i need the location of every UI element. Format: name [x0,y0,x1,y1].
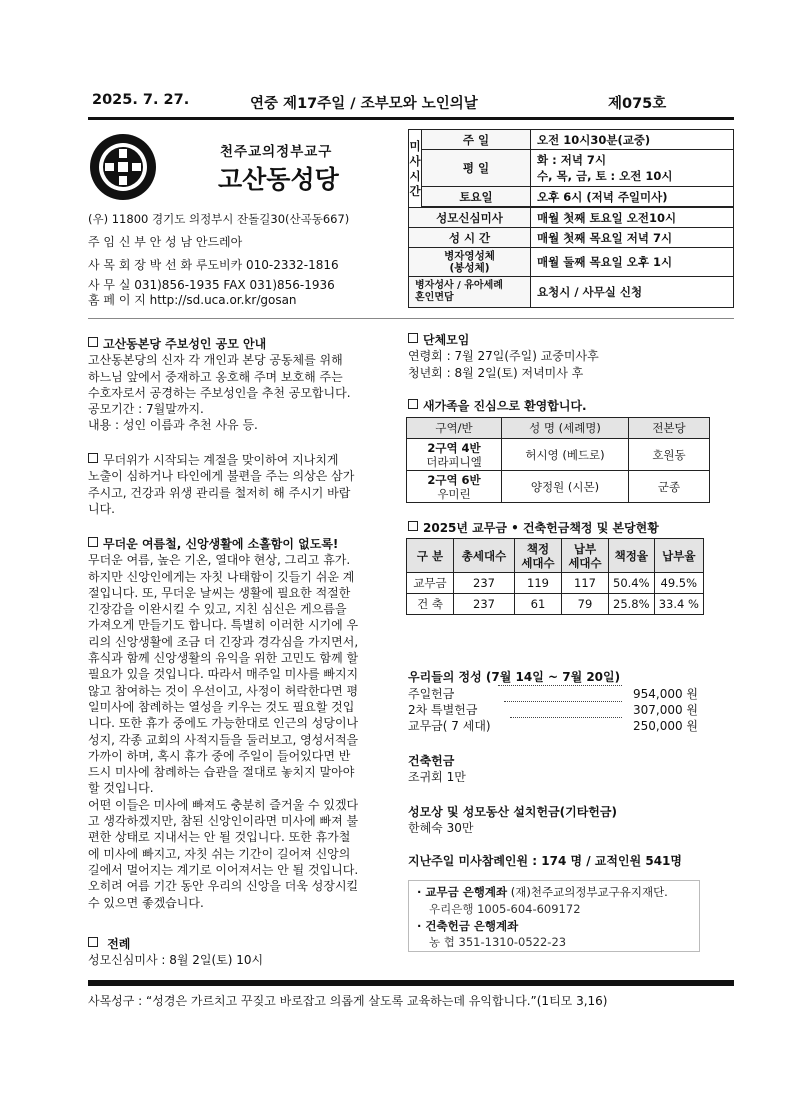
extra-label-marian: 성모신심미사 [409,208,531,228]
summer-line: 가까이 하며, 혹시 휴가 중에 주일이 들어있다면 반 [88,748,351,763]
mass-value-saturday: 오후 6시 (저녁 주일미사) [531,187,734,207]
fund-head: 총세대수 [454,539,515,573]
summer-line: 필요가 있을 것입니다. 따라서 매주일 미사를 빠지지 [88,667,359,682]
bank2-title: · 건축헌금 은행계좌 [417,919,519,933]
dress-line: 노출이 심하거나 타인에게 불편을 주는 의상은 삼가 [88,469,355,484]
office-phone: 사 무 실 031)856-1935 FAX 031)856-1936 [88,278,335,292]
mass-value-sunday: 오전 10시30분(교중) [531,130,734,150]
summer-line: 길에서 멀어지는 계기로 이어져서는 안 될 것입니다. [88,862,359,877]
summer-line: 긴장감을 이완시킬 수 있고, 지친 심신은 게으름을 [88,602,347,617]
attendance: 지난주일 미사참례인원 : 174 명 / 교적인원 541명 [408,854,682,868]
building-fund-title: 건축헌금 [408,754,455,768]
parish-name: 고산동성당 [218,165,339,194]
fund-cell: 25.8% [609,594,655,615]
summer-line: 편한 상태로 지내서는 안 될 것입니다. 또한 휴가철 [88,830,351,845]
checkbox-square-icon [408,521,418,531]
fund-head: 납부 세대수 [562,539,609,573]
summer-line: 어떤 이들은 미사에 빠져도 충분히 즐거울 수 있겠다 [88,797,359,812]
dress-line: 주시고, 건강과 위생 관리를 철저히 해 주시기 바랍 [88,485,351,500]
statue-fund-line: 한혜숙 30만 [408,821,474,835]
diocese-name: 천주교의정부교구 [220,144,333,160]
parish-address: (우) 11800 경기도 의정부시 잔돌길30(산곡동667) [88,212,350,226]
parish-logo [88,132,158,202]
welcome-head: 전본당 [629,418,710,439]
bank2-account: 농 협 351-1310-0522-23 [429,935,567,949]
summer-faith-section [88,536,388,911]
group-line: 연령회 : 7월 27일(주일) 교중미사후 [408,349,599,364]
fund-cell: 61 [515,594,562,615]
fund-cell: 237 [454,594,515,615]
fund-title: 2025년 교무금 • 건축헌금책정 및 본당현황 [408,520,728,536]
summer-line: 니다. 또한 휴가 중에도 가능한대로 인근의 성당이나 [88,716,359,731]
patron-line: 내용 : 성인 이름과 추천 사유 등. [88,418,258,433]
dress-line: 무더위가 시작되는 계절을 맞이하여 지나치게 [88,452,388,468]
groups-section [408,332,728,381]
summer-line: 성지, 각종 교회의 사적지들을 둘러보고, 영성서적을 [88,732,359,747]
extra-value-sacraments: 요청시 / 사무실 신청 [531,277,734,308]
offering-row: 교무금( 7 세대) 250,000 원 [408,719,698,733]
summer-line: 드시 미사에 참례하는 습관을 절대로 놓치지 말아야 [88,765,355,780]
welcome-head: 성 명 (세례명) [502,418,629,439]
fund-cell: 79 [562,594,609,615]
fund-cell: 119 [515,573,562,594]
fund-cell: 건 축 [407,594,454,615]
fund-cell: 237 [454,573,515,594]
fund-head: 책정율 [609,539,655,573]
liturgy-title: 전례 [88,936,388,952]
welcome-name: 양정원 (시몬) [502,471,629,503]
bulletin-date: 2025. 7. 27. [92,92,190,108]
homepage: 홈 페 이 지 http://sd.uca.or.kr/gosan [88,293,297,307]
bank1-account: 우리은행 1005-604-609172 [429,902,581,916]
welcome-prev: 군종 [629,471,710,503]
bulletin-title: 연중 제17주일 / 조부모와 노인의날 [250,96,478,112]
patron-line: 공모기간 : 7월말까지. [88,402,204,417]
patron-line: 하느님 앞에서 중재하고 옹호해 주며 보호해 주는 [88,369,343,384]
summer-line: 하지만 신앙인에게는 자칫 나태함이 깃들기 쉬운 계 [88,569,355,584]
welcome-head: 구역/반 [407,418,502,439]
mass-value-weekday: 화 : 저녁 7시 수, 목, 금, 토 : 오전 10시 [531,150,734,187]
fund-head: 구 분 [407,539,454,573]
fund-cell: 50.4% [609,573,655,594]
bank-accounts-box [408,880,700,952]
summer-line: 에 미사에 빠지고, 자칫 쉬는 기간이 길어져 신앙의 [88,846,351,861]
mass-label-weekday: 평 일 [422,150,531,187]
summer-line: 절입니다. 또, 무더운 날씨는 생활에 필요한 적절한 [88,585,351,600]
welcome-title: 새가족을 진심으로 환영합니다. [408,398,728,414]
new-family-table [406,417,710,503]
checkbox-square-icon [88,937,98,947]
fund-cell: 교무금 [407,573,454,594]
extra-label-sacraments: 병자성사 / 유아세례 혼인면담 [409,277,531,308]
checkbox-square-icon [88,537,98,547]
dress-line: 니다. [88,501,115,516]
fund-head: 납부율 [654,539,703,573]
bulletin-header [88,92,708,114]
extra-value-communion: 매월 둘째 목요일 오후 1시 [531,248,734,277]
summer-line: 할 것입니다. [88,781,154,796]
statue-fund-title: 성모상 및 성모동산 설치헌금(기타헌금) [408,805,617,819]
bank1-line: · 교무금 은행계좌 (재)천주교의정부교구유지재단. [417,885,668,899]
summer-faith-title: 무더운 여름철, 신앙생활에 소홀함이 없도록! [88,536,388,552]
summer-line: 가져오게 만들기도 합니다. 특별히 이러한 시기에 우 [88,618,359,633]
patron-line: 수호자로서 공경하는 주보성인을 추천 공모합니다. [88,385,351,400]
welcome-prev: 호원동 [629,439,710,471]
fund-table [406,538,704,615]
checkbox-square-icon [408,399,418,409]
extra-value-marian: 매월 첫째 토요일 오전10시 [531,208,734,228]
summer-line: 일미사에 참례하는 열성을 키우는 것도 필요할 것입 [88,699,355,714]
secretary-info: 사 목 회 장 박 선 화 루도비카 010-2332-1816 [88,258,339,272]
footer-divider [88,980,734,986]
welcome-area: 2구역 6반 우미린 [407,471,502,503]
offering-title: 우리들의 정성 (7월 14일 ~ 7월 20일) [408,670,621,684]
fund-cell: 33.4 % [654,594,703,615]
summer-line: 무더운 여름, 높은 기온, 열대야 현상, 그리고 휴가. [88,553,351,568]
mass-side-label: 미 사 시 간 [409,130,422,208]
group-line: 청년회 : 8월 2일(토) 저녁미사 후 [408,365,584,380]
fund-head: 책정 세대수 [515,539,562,573]
building-fund-line: 조귀회 1만 [408,770,466,784]
dress-code-section [88,452,388,517]
header-divider [88,117,734,120]
scripture-verse: 사목성구 : “성경은 가르치고 꾸짖고 바로잡고 의롭게 살도록 교육하는데 유익합니다.”(1티모 3,16) [88,994,608,1008]
summer-line: 휴식과 함께 신앙생활의 유익을 위한 고민도 함께 할 [88,651,359,666]
groups-title: 단체모임 [408,332,728,348]
liturgy-line: 성모신심미사 : 8월 2일(토) 10시 [88,953,264,968]
summer-line: 수 있으면 좋겠습니다. [88,895,204,910]
extra-label-holyhour: 성 시 간 [409,228,531,248]
extra-label-communion: 병자영성체 (봉성체) [409,248,531,277]
offering-row: 2차 특별헌금 307,000 원 [408,703,698,717]
patron-saint-section [88,336,388,434]
patron-saint-title: 고산동본당 주보성인 공모 안내 [88,336,388,352]
extra-value-holyhour: 매월 첫째 목요일 저녁 7시 [531,228,734,248]
summer-line: 리의 신앙생활에 조금 더 긴장과 경각심을 가지면서, [88,634,359,649]
welcome-name: 허시영 (베드로) [502,439,629,471]
mass-label-sunday: 주 일 [422,130,531,150]
welcome-area: 2구역 4반 더라피니엘 [407,439,502,471]
fund-cell: 49.5% [654,573,703,594]
offering-row: 주일헌금 954,000 원 [408,687,698,701]
patron-line: 고산동본당의 신자 각 개인과 본당 공동체를 위해 [88,353,343,368]
checkbox-square-icon [88,337,98,347]
issue-number: 제075호 [608,96,667,112]
checkbox-square-icon [408,333,418,343]
summer-line: 고 생각하겠지만, 참된 신앙인이라면 미사에 빠져 불 [88,814,359,829]
mass-label-saturday: 토요일 [422,187,531,207]
pastor-info: 주 임 신 부 안 성 남 안드레아 [88,235,243,249]
summer-line: 오히려 여름 기간 동안 우리의 신앙을 더욱 성장시킬 [88,879,359,894]
fund-cell: 117 [562,573,609,594]
liturgy-section [88,936,388,969]
summer-line: 않고 참여하는 것이 우선이고, 사정이 허락한다면 평 [88,683,359,698]
section-divider [88,318,734,319]
mass-schedule-table [408,129,734,308]
checkbox-square-icon [88,453,98,463]
